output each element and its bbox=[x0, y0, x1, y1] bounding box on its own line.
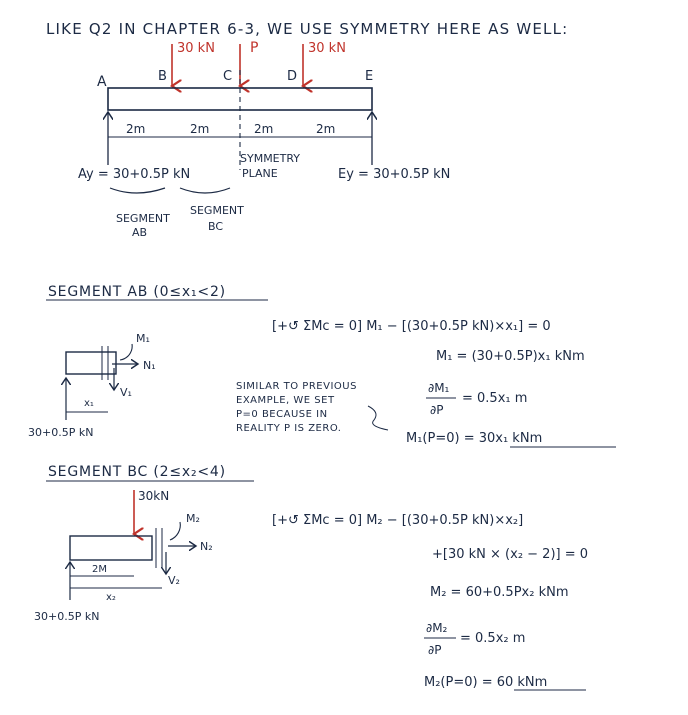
span-bc: 2m bbox=[190, 122, 210, 136]
point-c: C bbox=[223, 69, 233, 84]
fbd-bc-moment: M₂ bbox=[186, 512, 200, 525]
segment-bc-label-2: BC bbox=[208, 220, 224, 233]
fbd-ab-reaction: 30+0.5P kN bbox=[28, 426, 94, 439]
span-de: 2m bbox=[316, 122, 336, 136]
ab-eq-1: [+↺ ΣMc = 0] M₁ − [(30+0.5P kN)×x₁] = 0 bbox=[272, 319, 551, 334]
segment-bc-fbd bbox=[34, 489, 213, 623]
segment-bc-section bbox=[34, 464, 588, 690]
brace-bc bbox=[180, 188, 230, 193]
span-cd: 2m bbox=[254, 122, 274, 136]
bc-eq-4-num: ∂M₂ bbox=[426, 621, 448, 635]
note-line-1: SIMILAR TO PREVIOUS bbox=[236, 381, 357, 392]
bc-eq-1: [+↺ ΣMc = 0] M₂ − [(30+0.5P kN)×x₂] bbox=[272, 513, 524, 528]
fbd-ab-moment: M₁ bbox=[136, 332, 150, 345]
ab-eq-3-num: ∂M₁ bbox=[428, 381, 450, 395]
fbd-bc-reaction: 30+0.5P kN bbox=[34, 610, 100, 623]
ab-eq-2: M₁ = (30+0.5P)x₁ kNm bbox=[436, 349, 585, 364]
fbd-bc-body bbox=[70, 536, 152, 560]
fbd-bc-load: 30kN bbox=[138, 489, 170, 503]
point-d: D bbox=[287, 69, 298, 84]
fbd-bc-x: x₂ bbox=[106, 592, 116, 603]
ab-eq-3-rhs: = 0.5x₁ m bbox=[462, 391, 528, 406]
fbd-bc-normal: N₂ bbox=[200, 540, 213, 553]
point-a: A bbox=[97, 74, 107, 90]
segment-ab-heading: SEGMENT AB (0≤x₁<2) bbox=[48, 284, 226, 300]
beam-diagram bbox=[78, 40, 450, 239]
segment-bc-label-1: SEGMENT bbox=[190, 204, 244, 217]
fbd-bc-shear: V₂ bbox=[168, 574, 180, 587]
fbd-bc-span: 2M bbox=[92, 564, 107, 575]
header-text: LIKE Q2 IN CHAPTER 6-3, WE USE SYMMETRY HERE AS WELL: bbox=[46, 20, 569, 38]
segment-ab-section bbox=[28, 284, 616, 447]
segment-ab-label-1: SEGMENT bbox=[116, 212, 170, 225]
symmetry-label-1: SYMMETRY bbox=[240, 152, 301, 165]
bc-eq-3: M₂ = 60+0.5Px₂ kNm bbox=[430, 585, 569, 600]
bc-eq-2: +[30 kN × (x₂ − 2)] = 0 bbox=[432, 547, 589, 562]
segment-ab-fbd bbox=[28, 332, 156, 439]
reaction-right-label: Ey = 30+0.5P kN bbox=[338, 167, 451, 182]
segment-ab-label-2: AB bbox=[132, 226, 148, 239]
load-label-d: 30 kN bbox=[308, 41, 346, 56]
note-line-3: P=0 BECAUSE IN bbox=[236, 409, 328, 420]
fbd-bc-moment-arc bbox=[170, 522, 180, 540]
span-ab: 2m bbox=[126, 122, 146, 136]
ab-eq-3-den: ∂P bbox=[430, 403, 444, 417]
ab-eq-4: M₁(P=0) = 30x₁ kNm bbox=[406, 431, 543, 446]
symmetry-label-2: PLANE bbox=[242, 167, 278, 180]
bc-eq-4-den: ∂P bbox=[428, 643, 442, 657]
fbd-ab-shear: V₁ bbox=[120, 386, 132, 399]
bc-eq-4-rhs: = 0.5x₂ m bbox=[460, 631, 526, 646]
brace-ab bbox=[110, 188, 165, 193]
fbd-ab-x: x₁ bbox=[84, 398, 94, 409]
point-e: E bbox=[365, 69, 374, 84]
fbd-ab-normal: N₁ bbox=[143, 359, 156, 372]
load-label-c: P bbox=[250, 40, 259, 56]
load-label-b: 30 kN bbox=[177, 41, 215, 56]
note-line-2: EXAMPLE, WE SET bbox=[236, 395, 335, 406]
bc-eq-5: M₂(P=0) = 60 kNm bbox=[424, 675, 548, 690]
fbd-ab-moment-arc bbox=[120, 344, 132, 360]
note-line-4: REALITY P IS ZERO. bbox=[236, 423, 342, 434]
reaction-left-label: Ay = 30+0.5P kN bbox=[78, 167, 191, 182]
note-connector bbox=[368, 406, 388, 430]
segment-bc-heading: SEGMENT BC (2≤x₂<4) bbox=[48, 464, 226, 480]
point-b: B bbox=[158, 69, 167, 84]
